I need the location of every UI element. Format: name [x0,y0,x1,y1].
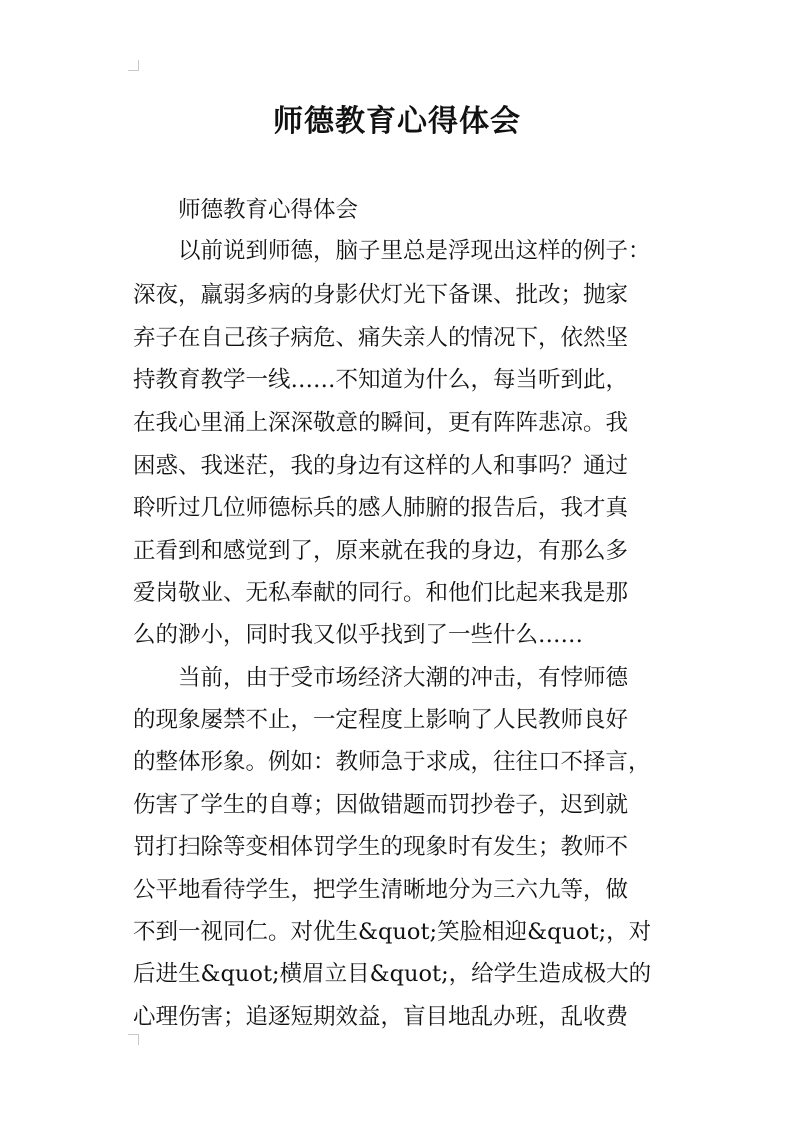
body-line: 师德教育心得体会 [178,197,359,223]
body-line: 在我心里涌上深深敬意的瞬间，更有阵阵悲凉。我 [133,410,629,436]
body-line: 的现象屡禁不止，一定程度上影响了人民教师良好 [133,707,629,733]
body-line: 罚打扫除等变相体罚学生的现象时有发生；教师不 [133,834,629,860]
body-line: 正看到和感觉到了，原来就在我的身边，有那么多 [133,538,629,564]
body-line: 困惑、我迷茫，我的身边有这样的人和事吗？通过 [133,453,629,479]
body-line: 当前，由于受市场经济大潮的冲击，有悖师德 [178,665,629,691]
body-line: 以前说到师德，脑子里总是浮现出这样的例子： [178,238,651,264]
body-line: 的整体形象。例如：教师急于求成，往往口不择言， [133,749,651,775]
top-left-crop-mark [128,60,139,71]
body-line: 弃子在自己孩子病危、痛失亲人的情况下，依然坚 [133,325,629,351]
body-line: 后进生&quot;横眉立目&quot;，给学生造成极大的 [133,961,652,987]
body-line: 公平地看待学生，把学生清晰地分为三六九等，做 [133,877,629,903]
body-line: 不到一视同仁。对优生&quot;笑脸相迎&quot;，对 [133,919,652,945]
body-line: 心理伤害；追逐短期效益，盲目地乱办班，乱收费 [133,1004,629,1030]
document-title: 师德教育心得体会 [273,104,521,139]
bottom-left-crop-mark [128,1034,139,1045]
body-line: 深夜，羸弱多病的身影伏灯光下备课、批改；抛家 [133,282,629,308]
body-line: 爱岗敬业、无私奉献的同行。和他们比起来我是那 [133,580,629,606]
body-line: 么的渺小，同时我又似乎找到了一些什么…… [133,622,584,648]
body-line: 伤害了学生的自尊；因做错题而罚抄卷子，迟到就 [133,792,629,818]
body-line: 聆听过几位师德标兵的感人肺腑的报告后，我才真 [133,495,629,521]
body-line: 持教育教学一线……不知道为什么，每当听到此， [133,367,629,393]
